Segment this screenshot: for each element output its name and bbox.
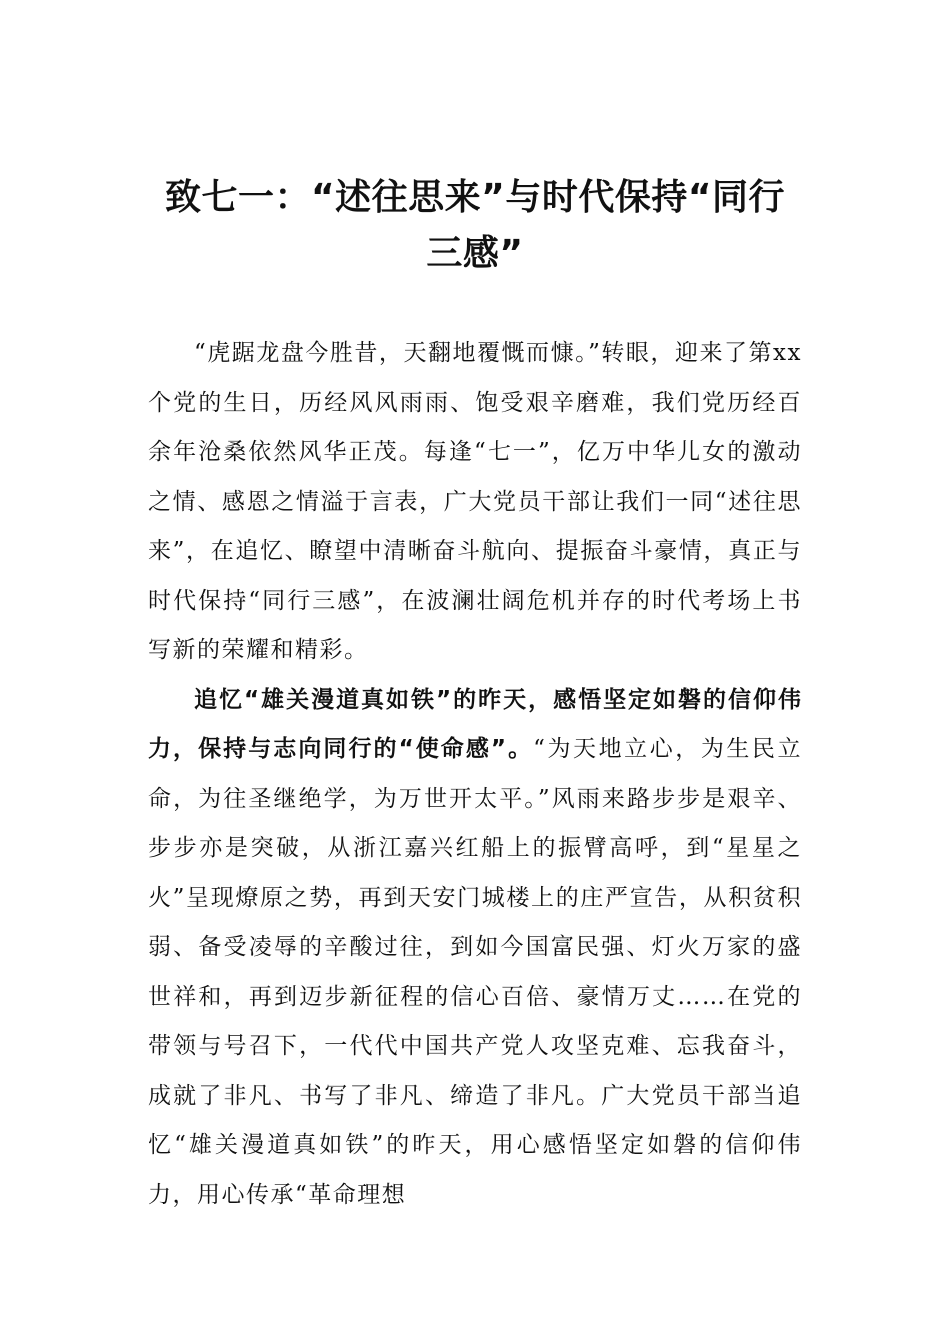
paragraph-intro-text: “虎踞龙盘今胜昔，天翻地覆慨而慷。”转眼，迎来了第xx个党的生日，历经风风雨雨、饱受艰辛磨难，我们党历经百余年沧桑依然风华正茂。每逢“七一”，亿万中华儿女的激动之情、感恩之情溢于言表，广大党员干部让我们一同“述往思来”，在追忆、瞭望中清晰奋斗航向、提振奋斗豪情，真正与时代保持“同行三感”，在波澜壮阔危机并存的时代考场上书写新的荣耀和精彩。 <box>148 340 802 663</box>
paragraph-section-one-heading: 追忆“雄关漫道真如铁”的昨天，感悟坚定如磐的信仰伟力，保持与志向同行的“使命感”。 <box>148 686 802 762</box>
document-body <box>148 329 802 1220</box>
paragraph-intro <box>148 329 802 676</box>
document-title: 致七一：“述往思来”与时代保持“同行三感” <box>165 177 785 274</box>
paragraph-section-one <box>148 676 802 1221</box>
paragraph-section-one-text: “为天地立心，为生民立命，为往圣继绝学，为万世开太平。”风雨来路步步是艰辛、步步亦是突破，从浙江嘉兴红船上的振臂高呼，到“星星之火”呈现燎原之势，再到天安门城楼上的庄严宣告，从积贫积弱、备受凌辱的辛酸过往，到如今国富民强、灯火万家的盛世祥和，再到迈步新征程的信心百倍、豪情万丈……在党的带领与号召下，一代代中国共产党人攻坚克难、忘我奋斗，成就了非凡、书写了非凡、缔造了非凡。广大党员干部当追忆“雄关漫道真如铁”的昨天，用心感悟坚定如磐的信仰伟力，用心传承“革命理想 <box>148 736 802 1208</box>
